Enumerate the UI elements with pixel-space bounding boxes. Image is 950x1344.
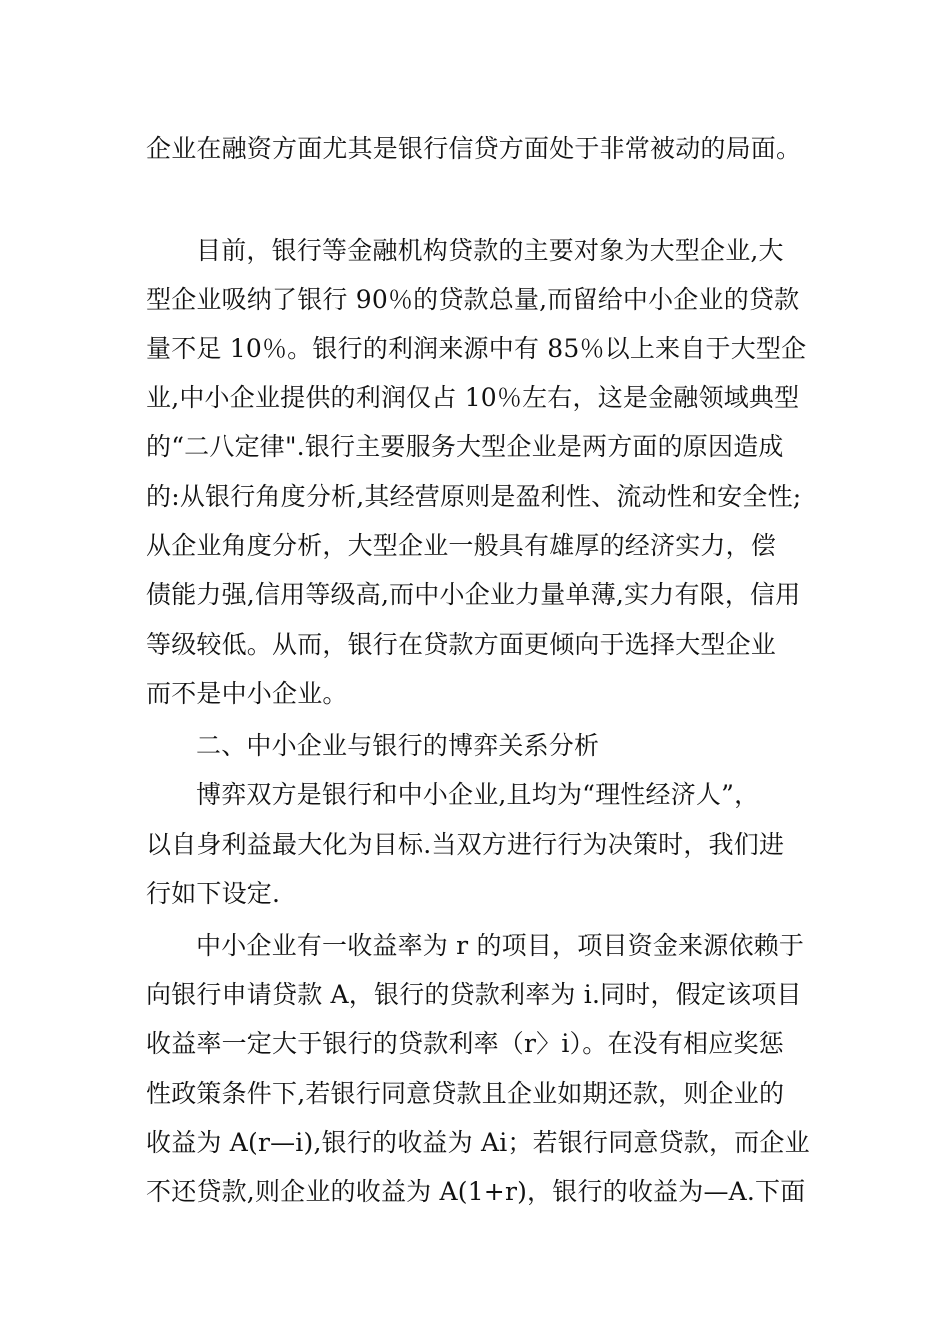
paragraph-line: 型企业吸纳了银行 90％的贷款总量,而留给中小企业的贷款 — [146, 285, 800, 314]
paragraph-line: 收益率一定大于银行的贷款利率（r〉i）。在没有相应奖惩 — [146, 1029, 784, 1058]
paragraph-line: 行如下设定. — [146, 879, 281, 908]
paragraph-line: 以自身利益最大化为目标.当双方进行行为决策时，我们进 — [146, 830, 785, 859]
paragraph-line: 而不是中小企业。 — [146, 679, 348, 708]
paragraph-line: 量不足 10％。银行的利润来源中有 85％以上来自于大型企 — [146, 334, 807, 363]
section-heading: 二、中小企业与银行的博弈关系分析 — [196, 731, 600, 760]
paragraph-line: 企业在融资方面尤其是银行信贷方面处于非常被动的局面。 — [146, 134, 802, 163]
paragraph-line: 业,中小企业提供的利润仅占 10％左右，这是金融领域典型 — [146, 383, 800, 412]
paragraph-line: 向银行申请贷款 A，银行的贷款利率为 i.同时，假定该项目 — [146, 980, 802, 1009]
paragraph-line: 债能力强,信用等级高,而中小企业力量单薄,实力有限，信用 — [146, 580, 801, 609]
paragraph-line: 不还贷款,则企业的收益为 A(1+r)，银行的收益为—A.下面 — [146, 1177, 806, 1206]
paragraph-line: 目前，银行等金融机构贷款的主要对象为大型企业,大 — [196, 236, 784, 265]
paragraph-line: 的“二八定律".银行主要服务大型企业是两方面的原因造成 — [146, 432, 784, 461]
paragraph-line: 收益为 A(r—i),银行的收益为 Ai；若银行同意贷款，而企业 — [146, 1128, 810, 1157]
paragraph-line: 博弈双方是银行和中小企业,且均为“理性经济人”， — [196, 780, 760, 809]
paragraph-line: 中小企业有一收益率为 r 的项目，项目资金来源依赖于 — [196, 931, 805, 960]
paragraph-line: 的:从银行角度分析,其经营原则是盈利性、流动性和安全性; — [146, 482, 802, 511]
paragraph-line: 从企业角度分析，大型企业一般具有雄厚的经济实力，偿 — [146, 531, 777, 560]
paragraph-line: 性政策条件下,若银行同意贷款且企业如期还款，则企业的 — [146, 1079, 785, 1108]
paragraph-line: 等级较低。从而，银行在贷款方面更倾向于选择大型企业 — [146, 630, 777, 659]
